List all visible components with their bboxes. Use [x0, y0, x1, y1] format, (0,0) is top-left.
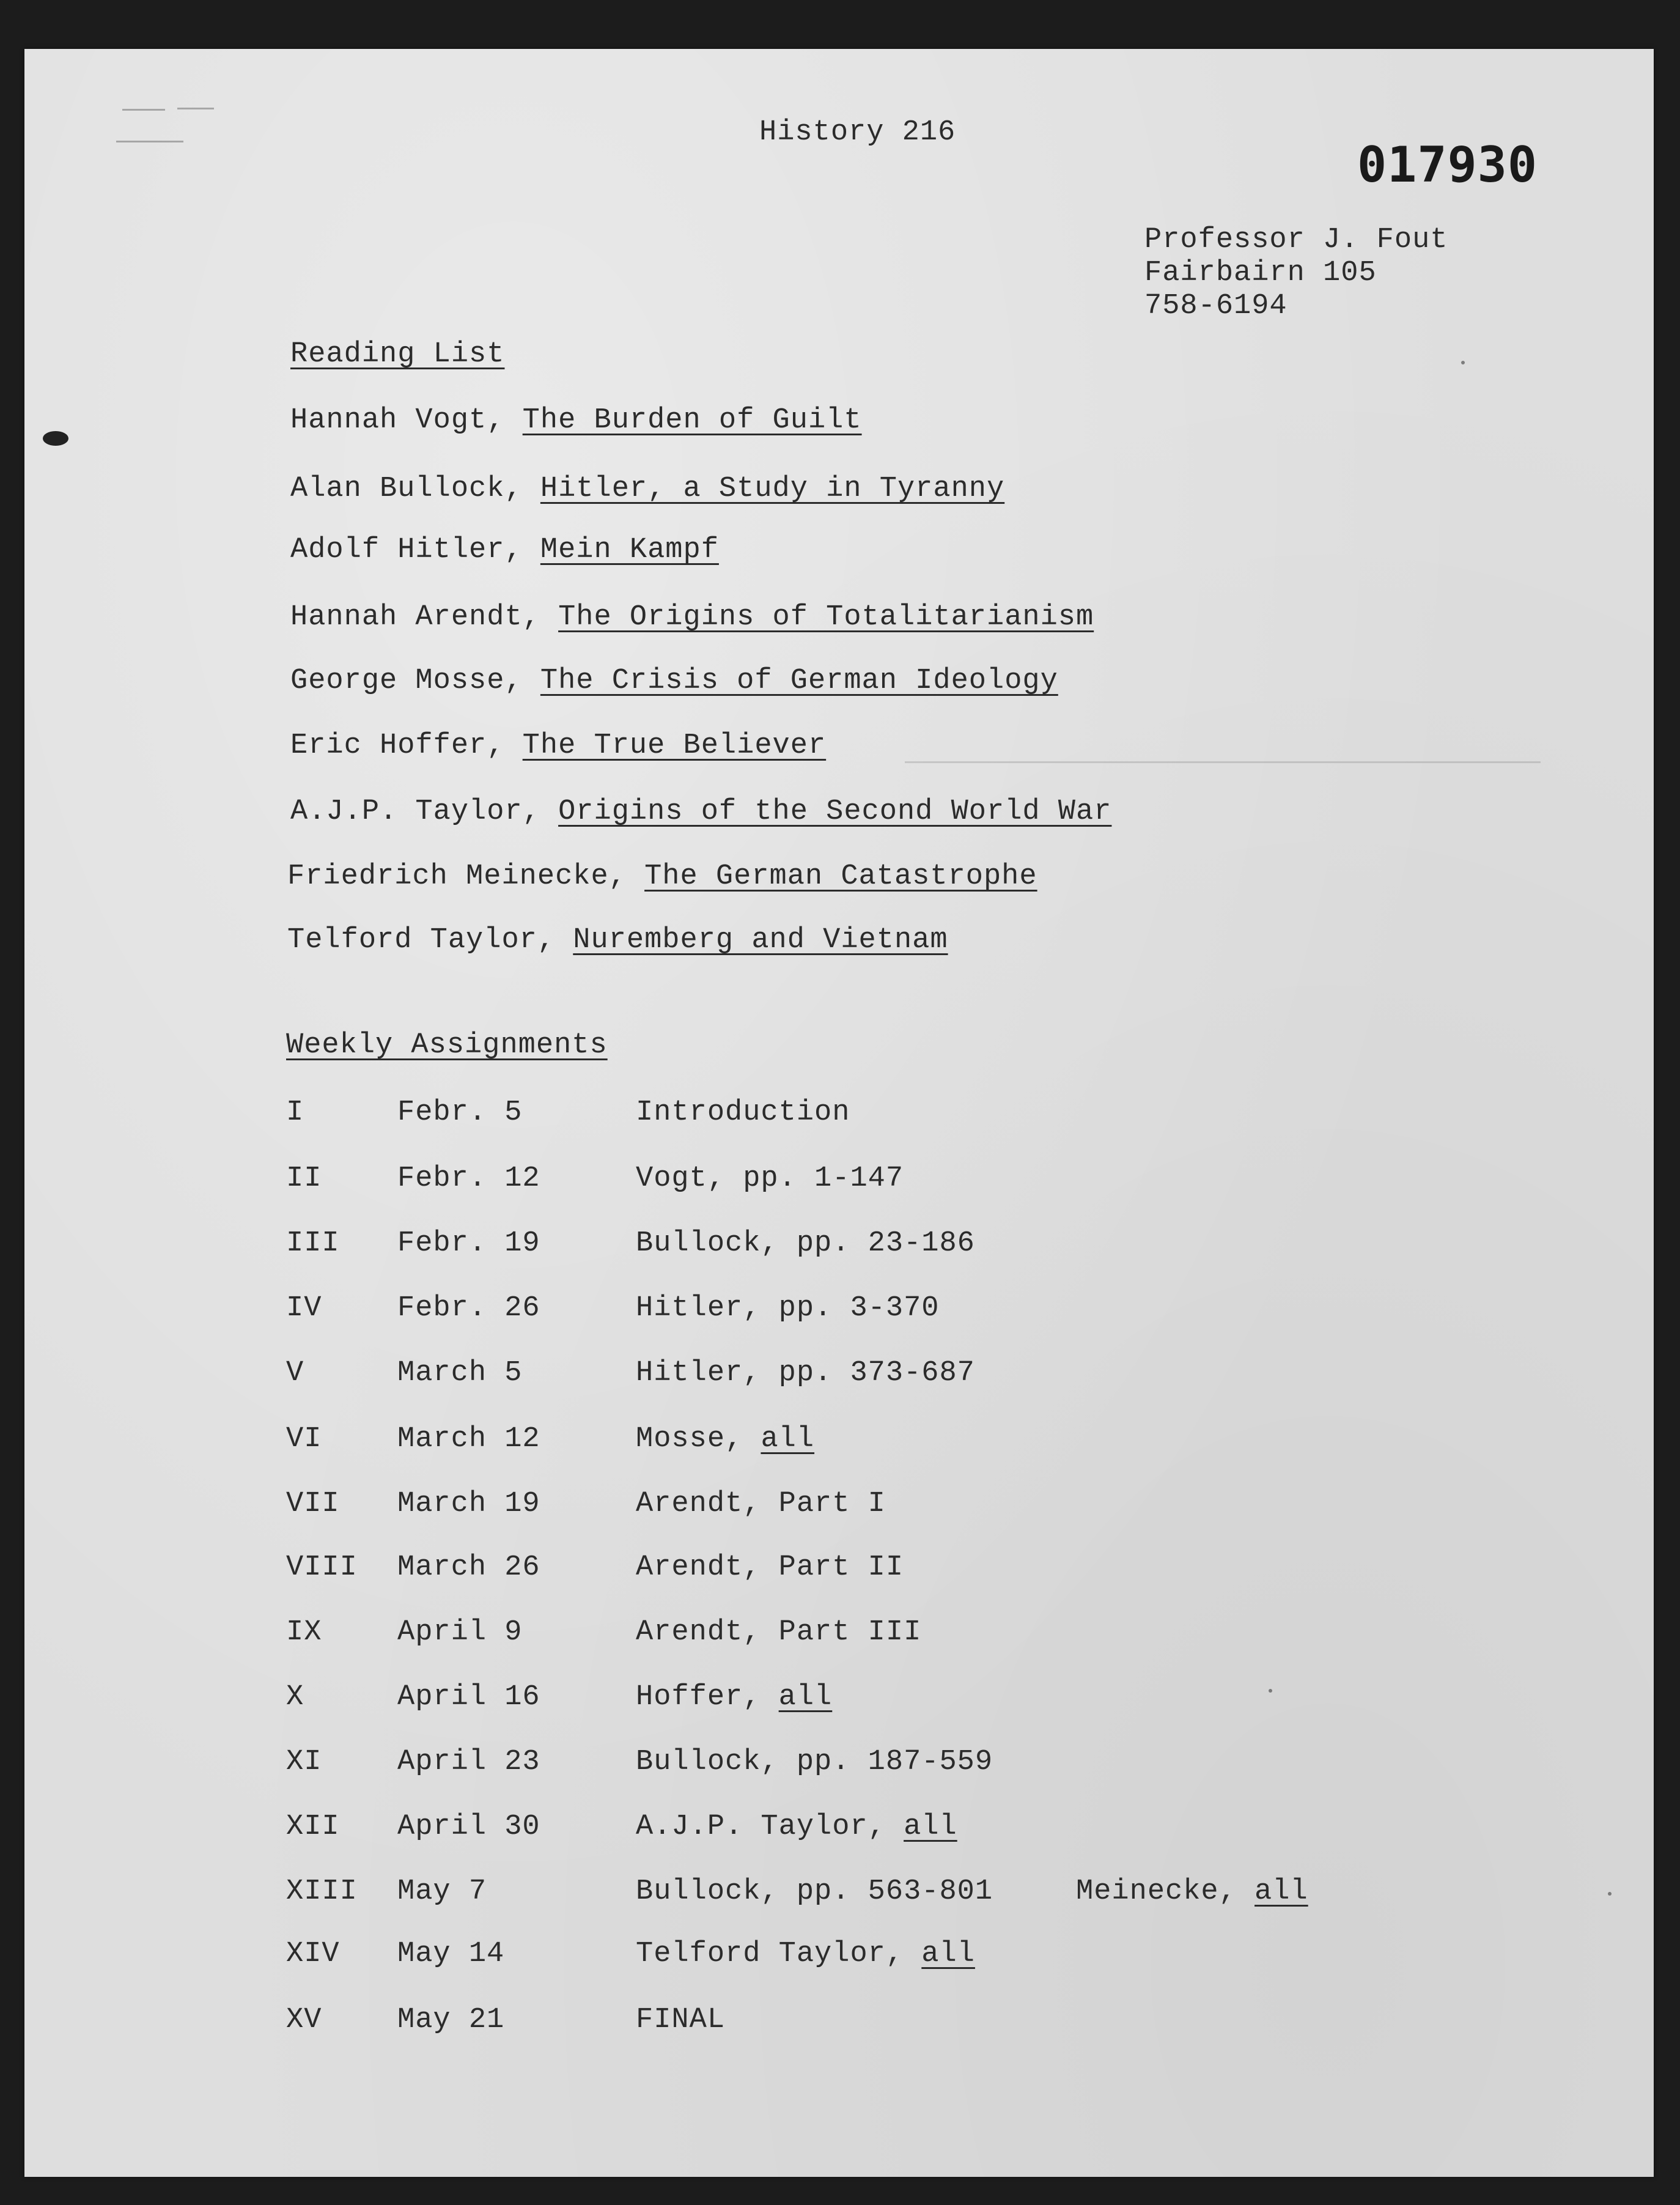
course-title: History 216: [759, 116, 956, 149]
week-number: XIV: [286, 1938, 340, 1970]
week-assignment: [636, 1487, 886, 1521]
reading-list-item: [290, 600, 1094, 635]
assignment-text: Arendt, Part I: [636, 1488, 886, 1520]
reading-title: Mein Kampf: [540, 534, 719, 566]
week-assignment: [636, 1551, 904, 1585]
reading-list-item: [290, 664, 1058, 698]
assignment-text: Bullock, pp. 563-801: [636, 1875, 993, 1908]
faint-bleed-line: [905, 761, 1541, 763]
reading-list-item: [287, 923, 948, 958]
week-date: Febr. 5: [397, 1096, 523, 1129]
extra-text: Meinecke,: [1076, 1875, 1255, 1908]
professor-phone: 758-6194: [1144, 290, 1288, 322]
week-date: April 30: [397, 1811, 540, 1843]
week-number: V: [286, 1357, 304, 1389]
week-number: XII: [286, 1811, 340, 1843]
reading-list-heading: Reading List: [290, 338, 505, 371]
reading-title: The Burden of Guilt: [522, 404, 862, 437]
reading-list-item: [290, 404, 862, 438]
professor-office: Fairbairn 105: [1144, 257, 1377, 289]
extra-scope: all: [1254, 1875, 1308, 1908]
reading-title: The German Catastrophe: [644, 860, 1037, 893]
reading-author: Adolf Hitler,: [290, 534, 540, 566]
reading-author: Alan Bullock,: [290, 473, 540, 505]
week-assignment: [636, 1422, 814, 1457]
reading-author: Hannah Arendt,: [290, 601, 559, 633]
assignment-text: Telford Taylor,: [636, 1938, 922, 1970]
assignment-scope: all: [761, 1423, 815, 1455]
week-date: April 16: [397, 1681, 540, 1713]
reading-list-item: [290, 729, 826, 763]
week-number: III: [286, 1227, 340, 1260]
week-extra-assignment: [1076, 1875, 1308, 1909]
week-number: X: [286, 1681, 304, 1713]
document-page: [24, 49, 1654, 2177]
ink-smudge: [43, 431, 68, 446]
week-number: II: [286, 1162, 322, 1195]
week-date: Febr. 19: [397, 1227, 540, 1260]
week-assignment: [636, 1291, 939, 1326]
week-assignment: [636, 2003, 725, 2037]
stray-mark: [177, 108, 214, 109]
week-assignment: [636, 1616, 921, 1650]
assignment-text: Introduction: [636, 1096, 850, 1129]
week-number: VI: [286, 1423, 322, 1455]
week-date: March 12: [397, 1423, 540, 1455]
week-date: Febr. 12: [397, 1162, 540, 1195]
week-number: VII: [286, 1488, 340, 1520]
speck: [1608, 1892, 1612, 1896]
reading-title: The Crisis of German Ideology: [540, 665, 1058, 697]
week-date: Febr. 26: [397, 1292, 540, 1324]
speck: [1269, 1689, 1272, 1693]
week-assignment: [636, 1356, 975, 1391]
week-date: March 26: [397, 1551, 540, 1584]
assignment-text: Arendt, Part III: [636, 1616, 922, 1649]
week-date: March 5: [397, 1357, 523, 1389]
stray-mark: [116, 141, 183, 142]
assignment-text: Arendt, Part II: [636, 1551, 904, 1584]
reading-author: Eric Hoffer,: [290, 729, 523, 762]
week-assignment: [636, 1875, 993, 1909]
week-assignment: [636, 1096, 850, 1130]
week-assignment: [636, 1937, 975, 1971]
week-number: XV: [286, 2004, 322, 2036]
professor-name: Professor J. Fout: [1144, 224, 1448, 256]
week-number: IX: [286, 1616, 322, 1649]
reading-list-item: [290, 472, 1004, 506]
week-date: May 7: [397, 1875, 487, 1908]
week-date: May 21: [397, 2004, 505, 2036]
week-assignment: [636, 1745, 993, 1779]
week-date: March 19: [397, 1488, 540, 1520]
reading-author: Telford Taylor,: [287, 924, 573, 956]
assignment-text: Bullock, pp. 187-559: [636, 1746, 993, 1778]
stray-mark: [122, 109, 165, 111]
assignment-text: Hitler, pp. 373-687: [636, 1357, 975, 1389]
assignment-scope: all: [778, 1681, 833, 1713]
reading-author: A.J.P. Taylor,: [290, 796, 559, 828]
week-number: IV: [286, 1292, 322, 1324]
assignment-scope: all: [921, 1938, 975, 1970]
week-date: May 14: [397, 1938, 505, 1970]
week-date: April 9: [397, 1616, 523, 1649]
assignment-text: Mosse,: [636, 1423, 761, 1455]
speck: [1461, 361, 1465, 364]
assignment-text: Hoffer,: [636, 1681, 779, 1713]
reading-author: Hannah Vogt,: [290, 404, 523, 437]
reading-title: The True Believer: [522, 729, 827, 762]
week-number: VIII: [286, 1551, 358, 1584]
week-assignment: [636, 1162, 904, 1196]
document-number-stamp: 017930: [1357, 136, 1538, 193]
reading-author: Friedrich Meinecke,: [287, 860, 645, 893]
reading-title: Hitler, a Study in Tyranny: [540, 473, 1005, 505]
reading-title: Origins of the Second World War: [558, 796, 1112, 828]
week-number: XIII: [286, 1875, 358, 1908]
assignment-text: Bullock, pp. 23-186: [636, 1227, 975, 1260]
week-assignment: [636, 1680, 832, 1715]
reading-list-item: [287, 860, 1037, 894]
assignment-text: Hitler, pp. 3-370: [636, 1292, 940, 1324]
week-assignment: [636, 1810, 957, 1844]
reading-list-item: [290, 533, 719, 567]
reading-author: George Mosse,: [290, 665, 540, 697]
assignment-scope: all: [904, 1811, 957, 1843]
assignment-text: FINAL: [636, 2004, 726, 2036]
assignment-text: Vogt, pp. 1-147: [636, 1162, 904, 1195]
week-date: April 23: [397, 1746, 540, 1778]
reading-title: Nuremberg and Vietnam: [573, 924, 948, 956]
week-number: XI: [286, 1746, 322, 1778]
reading-title: The Origins of Totalitarianism: [558, 601, 1094, 633]
weekly-assignments-heading: Weekly Assignments: [286, 1029, 608, 1062]
assignment-text: A.J.P. Taylor,: [636, 1811, 904, 1843]
week-assignment: [636, 1227, 975, 1261]
week-number: I: [286, 1096, 304, 1129]
reading-list-item: [290, 795, 1111, 829]
